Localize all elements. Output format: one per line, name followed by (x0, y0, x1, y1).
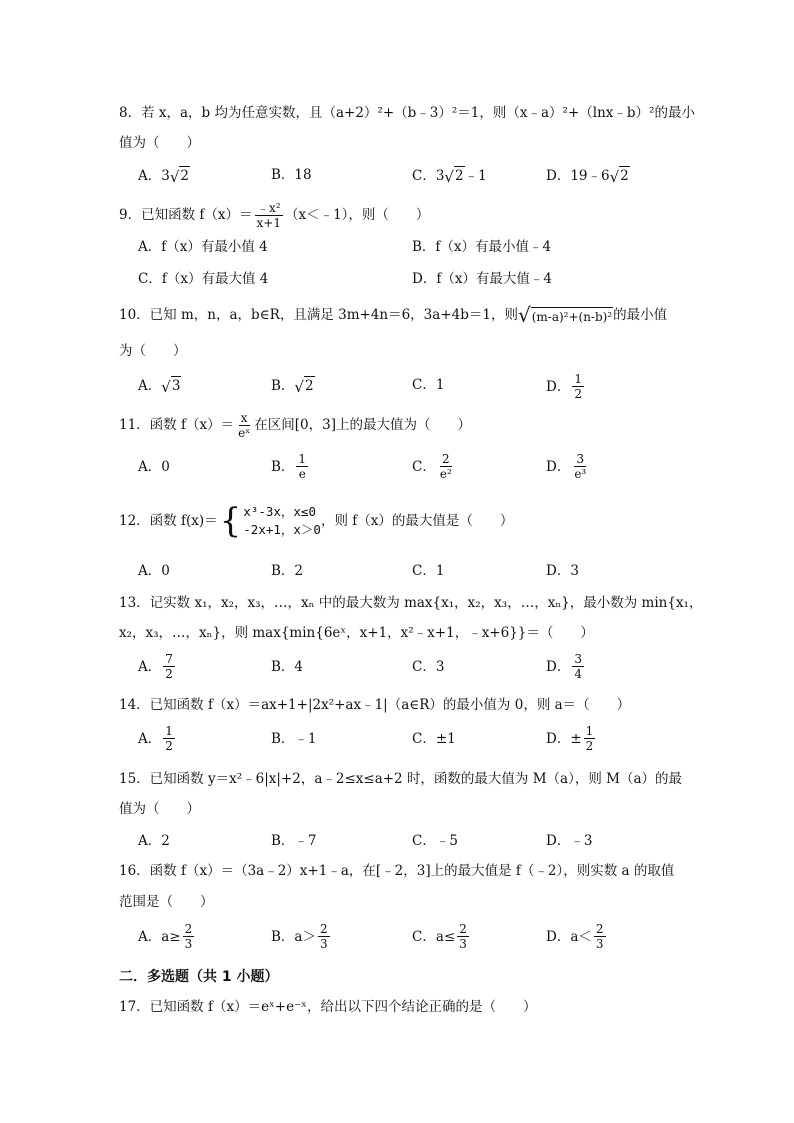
option-a[interactable]: A．0 (138, 563, 170, 579)
option-c[interactable]: C．a≤ $\frac{2}{3}$ (412, 922, 467, 951)
option-a[interactable]: A． $\frac{7}{2}$ (138, 652, 173, 681)
question-16-text: 16．函数 f（x）＝（3a﹣2）x+1﹣a，在[﹣2，3]上的最大值是 f（﹣2），则实数 a 的取值 (119, 863, 675, 879)
option-c[interactable]: C．f（x）有最大值 4 (138, 271, 269, 287)
option-d[interactable]: D． $\frac{3}{4}$ (546, 652, 582, 681)
option-a[interactable]: A．f（x）有最小值 4 (138, 239, 268, 255)
option-b[interactable]: B．2 (271, 563, 304, 579)
option-d[interactable]: D．± $\frac{1}{2}$ (546, 724, 594, 753)
option-c[interactable]: C．﹣5 (412, 833, 458, 849)
question-10-text: 10．已知 m，n，a，b∈R，且满足 3m+4n＝6，3a+4b＝1，则 √ (m-a)²+(n-b)² 的最小值 (119, 303, 668, 327)
question-13-text-cont: x₂，x₃，…，xₙ}，则 max{min{6eˣ，x+1，x²﹣x+1，﹣x+6}}＝（ ） (119, 625, 594, 641)
option-a[interactable]: A． √ 3 (138, 377, 181, 396)
option-d[interactable]: D．3 (546, 563, 579, 579)
question-14-text: 14．已知函数 f（x）＝ax+1+|2x²+ax﹣1|（a∈R）的最小值为 0，则 a＝（ ） (119, 697, 631, 713)
option-c[interactable]: C．±1 (412, 731, 456, 747)
piecewise-function: { x³-3x，x≤0 -2x+1，x＞0 (219, 501, 321, 541)
question-16-text-cont: 范围是（ ） (119, 894, 214, 910)
question-9-text: 9．已知函数 f（x）＝ $\frac{\text{﹣x²}}{x+1}$ （x＜﹣1），则（ ） (119, 200, 430, 230)
question-8-text-cont: 值为（ ） (119, 135, 200, 151)
option-d[interactable]: D．﹣3 (546, 833, 593, 849)
question-13-text: 13．记实数 x₁，x₂，x₃，…，xₙ 中的最大数为 max{x₁，x₂，x₃，…，xₙ}，最小数为 min{x₁， (119, 595, 703, 611)
option-a[interactable]: A．a≥ $\frac{2}{3}$ (138, 922, 193, 951)
option-c[interactable]: C．1 (412, 377, 445, 393)
question-15-text: 15．已知函数 y＝x²﹣6|x|+2，a﹣2≤x≤a+2 时，函数的最大值为 M（a），则 M（a）的最 (119, 771, 683, 787)
option-a[interactable]: A．0 (138, 459, 170, 475)
option-a[interactable]: A．2 (138, 833, 170, 849)
option-b[interactable]: B．4 (271, 659, 304, 675)
question-11-text: 11．函数 f（x）＝ $\frac{x}{\text{eˣ}}$ 在区间[0，3]上的最大值为（ ） (119, 410, 471, 440)
question-10-text-cont: 为（ ） (119, 343, 187, 359)
option-d[interactable]: D．f（x）有最大值﹣4 (412, 271, 553, 287)
question-17-text: 17．已知函数 f（x）＝eˣ+e⁻ˣ，给出以下四个结论正确的是（ ） (119, 999, 537, 1015)
option-b[interactable]: B．a＞ $\frac{2}{3}$ (271, 922, 328, 951)
section-heading: 二．多选题（共 1 小题） (119, 969, 279, 985)
question-15-text-cont: 值为（ ） (119, 801, 200, 817)
option-a[interactable]: A． $\frac{1}{2}$ (138, 724, 173, 753)
option-d[interactable]: D．a＜ $\frac{2}{3}$ (546, 922, 604, 951)
option-b[interactable]: B． $\frac{1}{e}$ (271, 452, 307, 481)
option-d[interactable]: D． $\frac{3}{\text{e³}}$ (546, 452, 587, 481)
question-11-options (138, 452, 698, 492)
option-b[interactable]: B．f（x）有最小值﹣4 (412, 239, 552, 255)
question-14-options (138, 724, 698, 764)
option-d[interactable]: D．19﹣6 √ 2 (546, 167, 629, 186)
question-12-text: 12．函数 f(x)＝ { x³-3x，x≤0 -2x+1，x＞0 ，则 f（x）的最大值是（ ） (119, 501, 514, 541)
question-8-text: 8．若 x，a，b 均为任意实数，且（a+2）²+（b﹣3）²＝1，则（x﹣a）²+（lnx﹣b）²的最小 (119, 105, 695, 121)
option-c[interactable]: C．3 (412, 659, 445, 675)
option-c[interactable]: C．1 (412, 563, 445, 579)
option-b[interactable]: B．﹣1 (271, 731, 317, 747)
question-16-options (138, 922, 698, 962)
option-d[interactable]: D． $\frac{1}{2}$ (546, 372, 582, 401)
option-b[interactable]: B．﹣7 (271, 833, 317, 849)
option-a[interactable]: A．3 √ 2 (138, 167, 189, 186)
option-c[interactable]: C．3 √ 2 ﹣1 (412, 167, 487, 186)
option-c[interactable]: C． $\frac{2}{\text{e²}}$ (412, 452, 452, 481)
option-b[interactable]: B．18 (271, 167, 312, 183)
option-b[interactable]: B． √ 2 (271, 377, 314, 396)
question-13-options (138, 652, 698, 692)
